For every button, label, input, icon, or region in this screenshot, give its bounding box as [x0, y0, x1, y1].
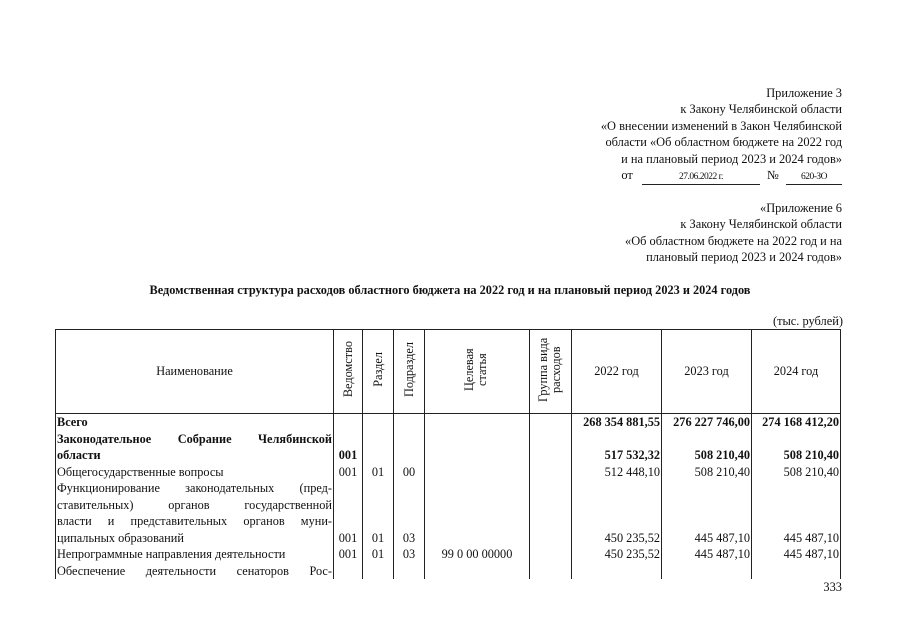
row-name: Непрограммные направления деятельности	[56, 546, 334, 563]
table-row: Функционирование законодательных (пред- ставительных) органов государственной власти и представительных органов муни- ципальных образований 001 01 03 450 235,52 445 487,10 445 487,10	[57, 481, 839, 545]
row-name: Законодательное Собрание Челябинской области	[57, 431, 332, 462]
header-2024: 2024 год	[752, 330, 841, 414]
appendix3-line2: к Закону Челябинской области	[680, 102, 842, 117]
appendix3-signature-line	[601, 167, 842, 185]
appendix6-line3: «Об областном бюджете на 2022 год и на	[625, 233, 842, 248]
document-title: Ведомственная структура расходов областного бюджета на 2022 год и на плановый период 2023 и 2024 годов	[149, 283, 751, 297]
budget-table	[55, 329, 841, 579]
header-name: Наименование	[56, 330, 334, 414]
appendix3-line3: «О внесении изменений в Закон Челябинской	[600, 118, 842, 133]
table-header-row	[56, 330, 841, 414]
row-name: Функционирование законодательных (пред- ставительных) органов государственной власти и представительных органов муни- ципальных образований	[57, 481, 332, 545]
header-2023: 2023 год	[662, 330, 752, 414]
header-2022: 2022 год	[572, 330, 662, 414]
number-label: №	[767, 168, 779, 183]
appendix6-line4: плановый период 2023 и 2024 годов»	[646, 250, 842, 265]
from-label: от	[621, 168, 633, 183]
table-row: Всего 268 354 881,55 276 227 746,00 274 168 412,20	[57, 415, 839, 429]
appendix6-line2: к Закону Челябинской области	[680, 217, 842, 232]
appendix6-line1: «Приложение 6	[760, 201, 842, 215]
units-label: (тыс. рублей)	[772, 314, 843, 328]
appendix6-header	[625, 200, 842, 266]
appendix3-header	[601, 85, 842, 185]
header-dept: Ведомство	[334, 330, 363, 414]
row-name: Общегосударственные вопросы	[56, 464, 334, 481]
row-name: Обеспечение деятельности сенаторов Рос-	[57, 563, 332, 578]
table-row: Непрограммные направления деятельности 001 01 03 99 0 00 00000 450 235,52 445 487,10 445 487,10	[57, 547, 839, 561]
header-section: Раздел	[363, 330, 394, 414]
appendix3-line5: и на плановый период 2023 и 2024 годов»	[621, 151, 842, 166]
table-row	[56, 563, 841, 580]
header-target: Целевая статья	[425, 330, 530, 414]
header-exptype: Группа вида расходов	[530, 330, 572, 414]
appendix3-line1: Приложение 3	[766, 86, 842, 100]
page-number: 333	[823, 580, 842, 594]
law-number: 620-ЗО	[786, 171, 842, 185]
law-date: 27.06.2022 г.	[642, 171, 760, 185]
row-name: Всего	[56, 414, 334, 431]
header-subsection: Подраздел	[394, 330, 425, 414]
appendix3-line4: области «Об областном бюджете на 2022 год	[605, 135, 842, 150]
table-row: Законодательное Собрание Челябинской области 001 517 532,32 508 210,40 508 210,40	[57, 431, 839, 462]
table-row: Общегосударственные вопросы 001 01 00 512 448,10 508 210,40 508 210,40	[57, 464, 839, 479]
